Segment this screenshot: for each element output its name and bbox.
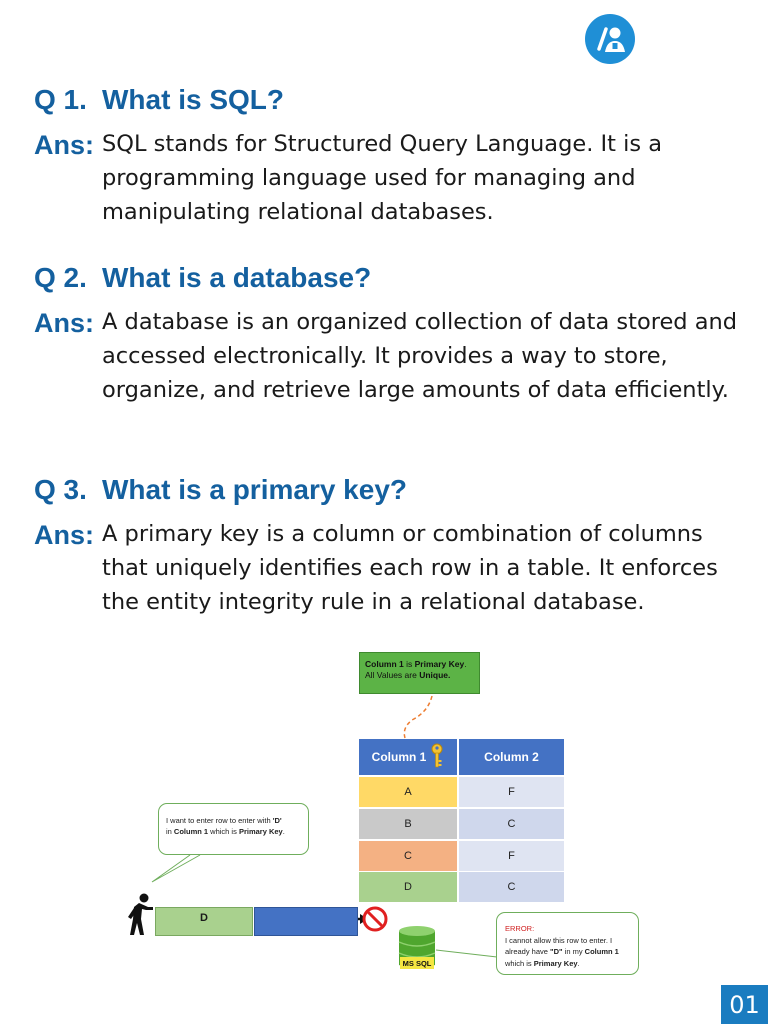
answer-3-text: A primary key is a column or combination of columns that uniquely identifies each row in a table. It enforces the entity integrity rule in a relational database. <box>102 521 718 615</box>
error-speech-bubble <box>496 912 639 975</box>
error-title: ERROR: <box>505 924 535 933</box>
answer-2-text: A database is an organized collection of data stored and accessed electronically. It provides a way to store, organize, and retrieve large amounts of data efficiently. <box>102 309 738 403</box>
table-header-column-2: Column 2 <box>459 739 564 775</box>
table-header-column-1 <box>359 739 457 775</box>
bubble-text: in <box>166 827 174 836</box>
bubble-text-bold: 'D' <box>272 816 282 825</box>
brand-logo-icon <box>585 14 635 64</box>
header-label: Column 1 <box>371 750 427 764</box>
error-text-bold: Column 1 <box>584 947 619 956</box>
bubble-text: I want to enter row to enter with <box>166 816 273 825</box>
question-text: What is a database? <box>102 262 372 293</box>
error-text: . <box>577 958 580 968</box>
table-cell-col2: F <box>459 777 564 807</box>
question-number: Q 1. <box>34 84 87 115</box>
question-text: What is SQL? <box>102 84 284 115</box>
new-row-value: D <box>155 907 253 936</box>
database-label: MS SQL <box>400 957 434 969</box>
note-text: is <box>403 659 415 669</box>
table-cell-col1: B <box>359 809 457 839</box>
question-number: Q 3. <box>34 474 87 505</box>
answer-label: Ans: <box>34 130 94 160</box>
error-text: already have <box>505 947 551 956</box>
bubble-text: which is <box>208 827 239 836</box>
person-pushing-icon <box>124 893 154 937</box>
note-column-text: Column 1 <box>365 659 404 669</box>
error-text: which is <box>505 958 534 968</box>
question-1-heading <box>34 84 284 116</box>
page-number-badge: 01 <box>721 985 768 1024</box>
no-entry-icon <box>362 906 388 932</box>
question-text: What is a primary key? <box>102 474 408 505</box>
table-cell-col2: F <box>459 841 564 871</box>
note-text: All Values are <box>365 670 420 680</box>
table-cell-col1: D <box>359 872 457 902</box>
new-row-column-2 <box>254 907 358 936</box>
bubble-text: . <box>282 827 285 836</box>
table-cell-col1: A <box>359 777 457 807</box>
error-text-bold: Primary Key <box>533 958 578 968</box>
question-number: Q 2. <box>34 262 87 293</box>
error-text-bold: "D" <box>550 947 563 956</box>
error-text: I cannot allow this row to enter. I <box>505 935 613 945</box>
question-2-heading <box>34 262 371 294</box>
bubble-text-bold: Column 1 <box>173 827 209 836</box>
table-cell-col2: C <box>459 872 564 902</box>
answer-label: Ans: <box>34 520 94 550</box>
note-primary-key-text: Primary Key <box>414 659 465 669</box>
error-text: in my <box>562 947 585 956</box>
answer-1-text: SQL stands for Structured Query Language. It is a programming language used for managing and manipulating relational databases. <box>102 131 663 225</box>
note-unique-text: Unique. <box>419 670 451 680</box>
key-icon <box>430 743 444 772</box>
question-3-heading <box>34 474 407 506</box>
table-cell-col1: C <box>359 841 457 871</box>
bubble-text-bold: Primary Key <box>238 827 283 836</box>
answer-label: Ans: <box>34 308 94 338</box>
primary-key-note <box>359 652 480 694</box>
table-cell-col2: C <box>459 809 564 839</box>
user-speech-bubble <box>158 803 309 855</box>
note-text: . <box>464 659 467 669</box>
